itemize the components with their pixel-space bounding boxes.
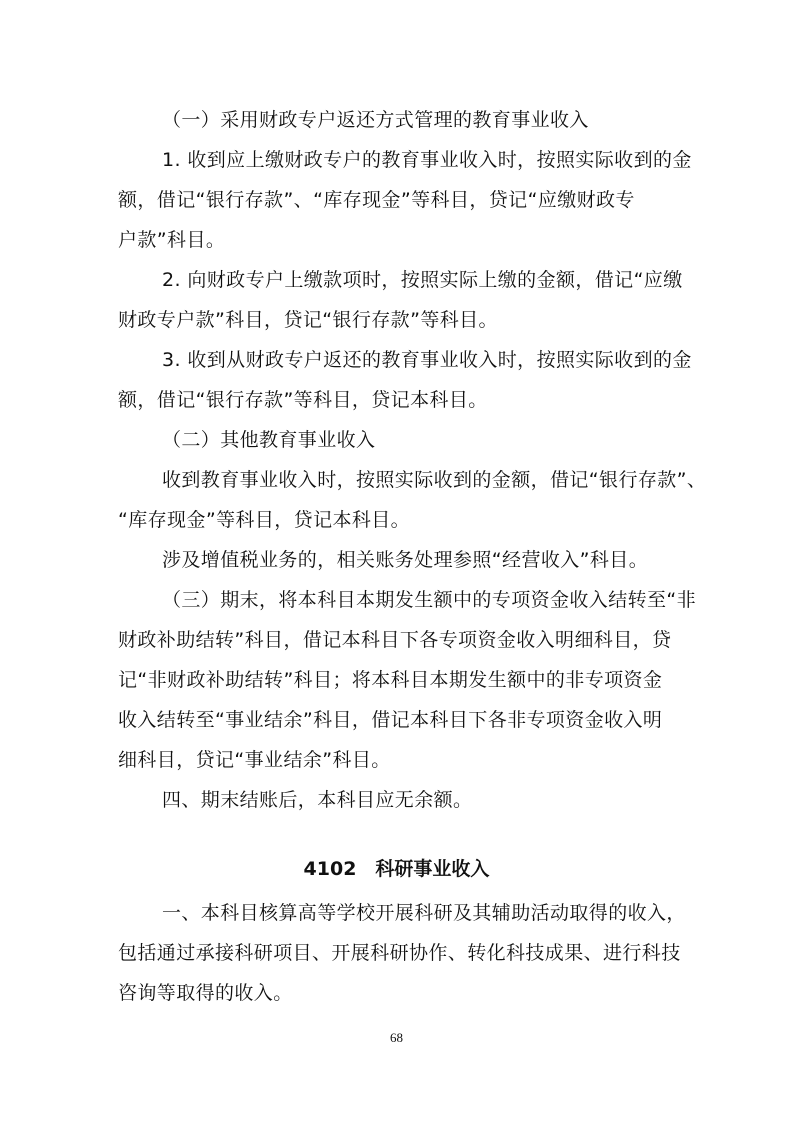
paragraph-line: （三）期末，将本科目本期发生额中的专项资金收入结转至“非: [162, 589, 697, 611]
paragraph-line: 财政专户款”科目，贷记“银行存款”等科目。: [118, 309, 498, 331]
paragraph-line: 记“非财政补助结转”科目；将本科目本期发生额中的非专项资金: [118, 669, 663, 691]
paragraph-line: 收入结转至“事业结余”科目，借记本科目下各非专项资金收入明: [118, 709, 663, 731]
paragraph-line: 收到教育事业收入时，按照实际收到的金额，借记“银行存款”、: [162, 469, 707, 491]
page-number: 68: [390, 1030, 403, 1045]
paragraph-line: “库存现金”等科目，贷记本科目。: [118, 509, 411, 531]
paragraph-line: 2. 向财政专户上缴款项时，按照实际上缴的金额，借记“应缴: [162, 269, 683, 291]
paragraph-line: 3. 收到从财政专户返还的教育事业收入时，按照实际收到的金: [162, 349, 692, 371]
account-heading: 4102 科研事业收入: [303, 858, 490, 880]
section-heading-2: （二）其他教育事业收入: [162, 429, 376, 451]
paragraph-line: 户款”科目。: [118, 229, 226, 251]
paragraph-line: 细科目，贷记“事业结余”科目。: [118, 749, 391, 771]
paragraph-line: 涉及增值税业务的，相关账务处理参照“经营收入”科目。: [162, 549, 649, 571]
paragraph-line: 包括通过承接科研项目、开展科研协作、转化科技成果、进行科技: [118, 942, 681, 964]
paragraph-line: 四、期末结账后，本科目应无余额。: [162, 789, 473, 811]
paragraph-line: 一、本科目核算高等学校开展科研及其辅助活动取得的收入，: [162, 902, 686, 924]
paragraph-line: 额，借记“银行存款”、“库存现金”等科目，贷记“应缴财政专: [118, 189, 635, 211]
paragraph-line: 财政补助结转”科目，借记本科目下各专项资金收入明细科目，贷: [118, 629, 672, 651]
paragraph-line: 1. 收到应上缴财政专户的教育事业收入时，按照实际收到的金: [162, 149, 692, 171]
section-heading-1: （一）采用财政专户返还方式管理的教育事业收入: [162, 109, 589, 131]
paragraph-line: 额，借记“银行存款”等科目，贷记本科目。: [118, 389, 488, 411]
paragraph-line: 咨询等取得的收入。: [118, 982, 293, 1004]
